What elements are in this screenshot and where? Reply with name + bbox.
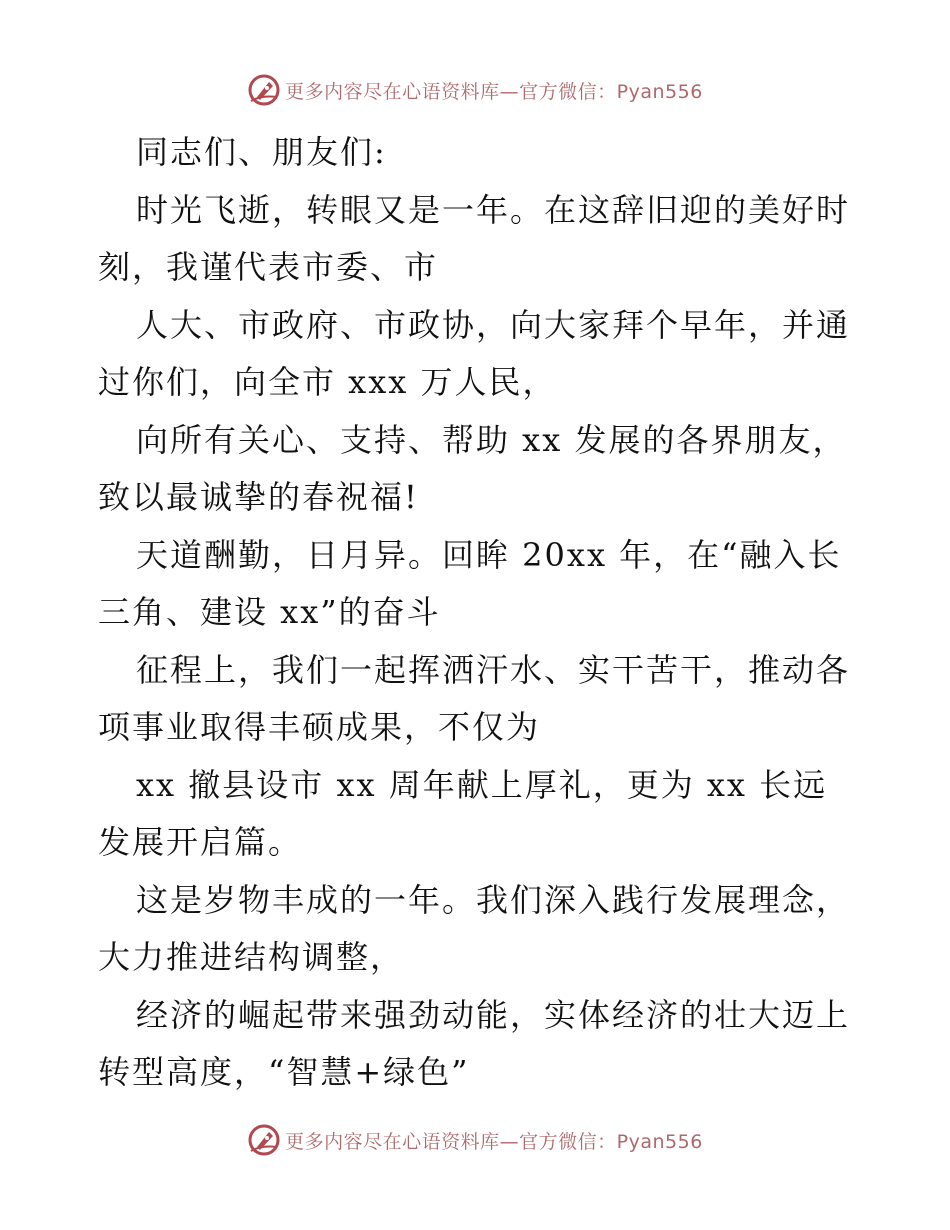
text-line: xx 撤县设市 xx 周年献上厚礼，更为 xx 长远 <box>136 765 828 804</box>
pen-nib-logo-icon <box>247 73 281 107</box>
footer-watermark <box>0 1120 950 1160</box>
text-line: 征程上，我们一起挥洒汗水、实干苦干，推动各 <box>136 650 851 689</box>
pen-nib-logo-icon <box>247 1123 281 1157</box>
header-watermark <box>0 70 950 110</box>
text-line: 转型高度，“智慧+绿色” <box>98 1053 470 1091</box>
text-line: 致以最诚挚的春祝福! <box>98 478 419 516</box>
text-line: 过你们，向全市 xxx 万人民， <box>98 363 557 401</box>
text-line: 向所有关心、支持、帮助 xx 发展的各界朋友， <box>136 420 847 459</box>
text-line: 天道酬勤，日月异。回眸 20xx 年，在“融入长 <box>136 535 842 574</box>
text-line: 经济的崛起带来强劲动能，实体经济的壮大迈上 <box>136 995 851 1034</box>
header-watermark-text: 更多内容尽在心语资料库—官方微信：Pyan556 <box>285 80 703 103</box>
text-line: 刻，我谨代表市委、市 <box>98 248 439 286</box>
document-body <box>98 124 858 1102</box>
text-line: 同志们、朋友们: <box>136 133 387 171</box>
text-line: 发展开启篇。 <box>98 823 303 861</box>
text-line: 这是岁物丰成的一年。我们深入践行发展理念， <box>136 880 851 919</box>
text-line: 大力推进结构调整， <box>98 938 405 976</box>
text-line: 时光飞逝，转眼又是一年。在这辞旧迎的美好时 <box>136 190 851 229</box>
text-line: 人大、市政府、市政协，向大家拜个早年，并通 <box>136 305 851 344</box>
text-line: 三角、建设 xx”的奋斗 <box>98 593 441 631</box>
footer-watermark-text: 更多内容尽在心语资料库—官方微信：Pyan556 <box>285 1130 703 1153</box>
text-line: 项事业取得丰硕成果，不仅为 <box>98 708 541 746</box>
